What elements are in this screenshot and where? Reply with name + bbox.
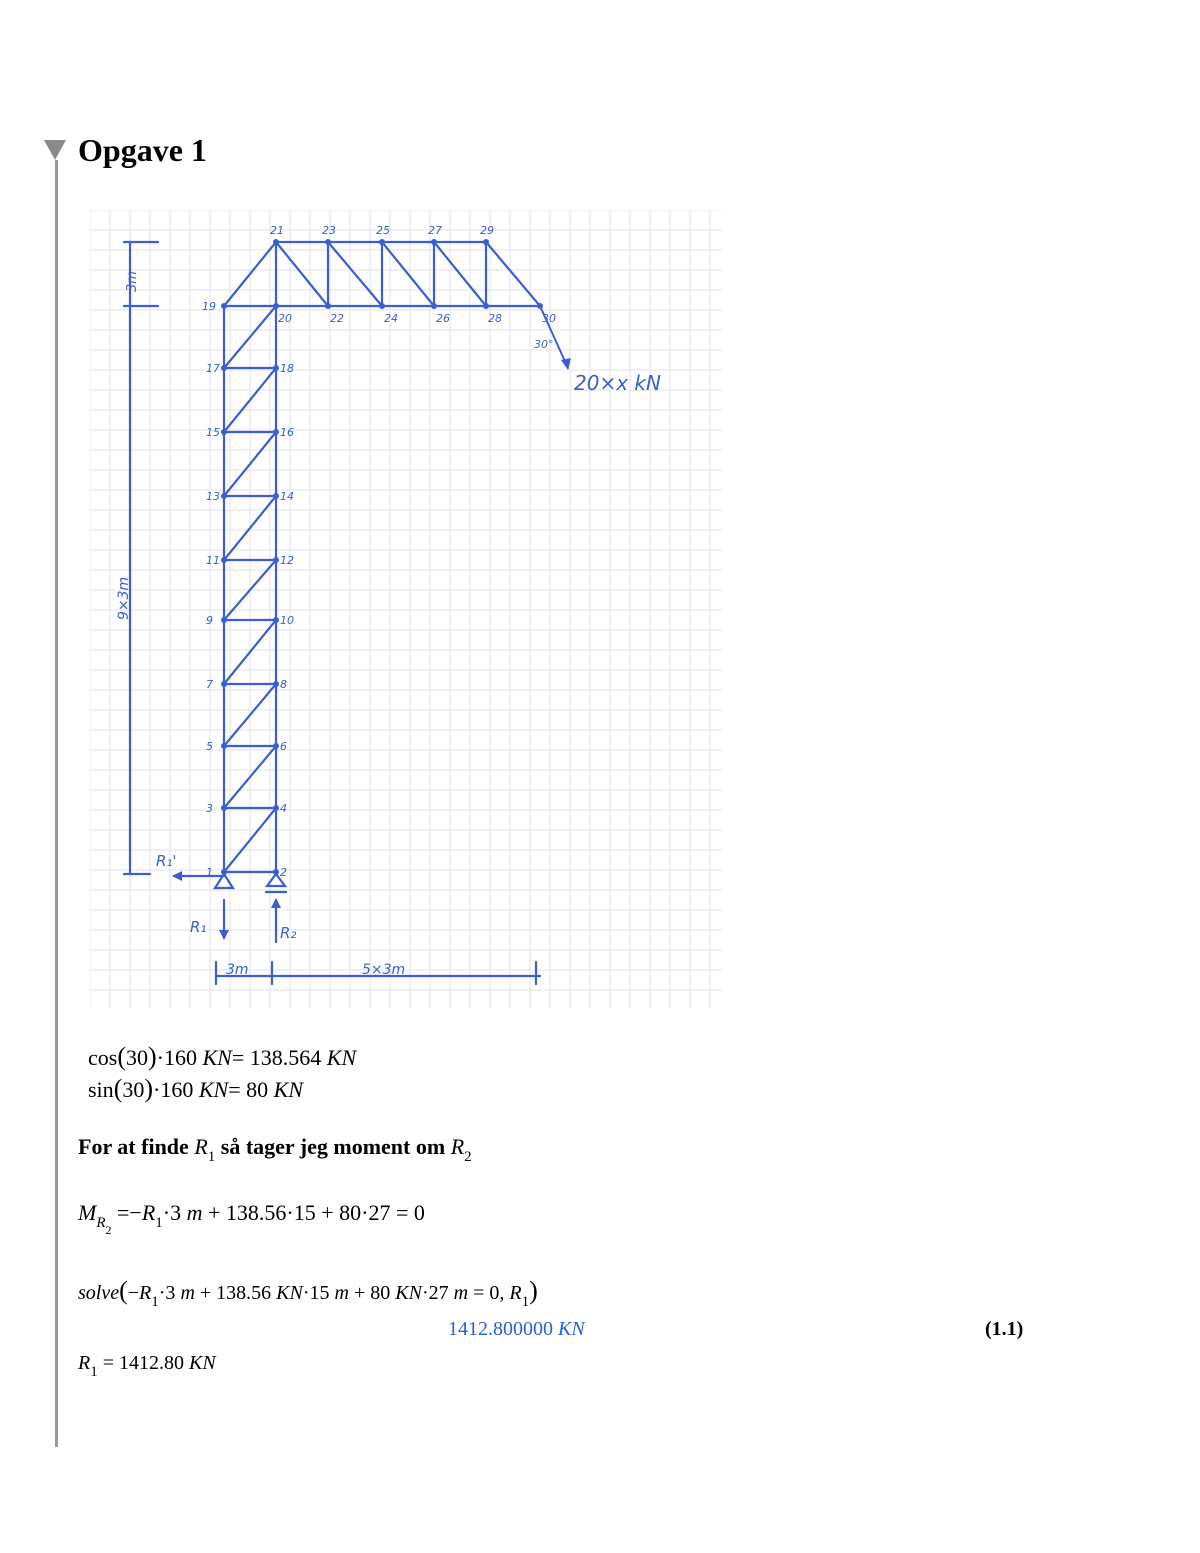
left-node — [221, 617, 227, 623]
top-node — [325, 239, 331, 245]
final-Rs: 1 — [90, 1364, 98, 1380]
left-node — [221, 805, 227, 811]
result-unit: KN — [558, 1318, 585, 1340]
node-label: 17 — [206, 362, 220, 375]
sin-unit: KN — [198, 1077, 229, 1102]
right-node — [273, 493, 279, 499]
solve-m2: m — [334, 1282, 349, 1304]
right-node — [273, 617, 279, 623]
node-label: 7 — [206, 678, 213, 691]
sin-factor: ·160 — [153, 1077, 194, 1102]
node-label: 13 — [206, 490, 220, 503]
right-node — [273, 743, 279, 749]
text-sub2: 2 — [464, 1149, 472, 1165]
solve-p5: ·27 — [421, 1282, 449, 1304]
mid-node — [537, 303, 543, 309]
node-label: 3 — [206, 802, 213, 815]
mid-node — [431, 303, 437, 309]
angle-label: 30° — [534, 338, 554, 351]
cos-unit2: KN — [326, 1045, 357, 1070]
solve-kn2: KN — [395, 1282, 422, 1304]
node-label: 20 — [278, 312, 292, 325]
equation-number: (1.1) — [985, 1318, 1024, 1340]
truss-diagonal — [328, 242, 382, 306]
left-node — [221, 743, 227, 749]
moment-Rsubsub: 2 — [105, 1223, 112, 1237]
dim-label-side: 9×3m — [116, 576, 132, 620]
node-label: 16 — [280, 426, 294, 439]
solve-m1: m — [180, 1282, 195, 1304]
node-label: 27 — [428, 224, 442, 237]
load-label: 20×x kN — [574, 371, 661, 395]
final-R: R — [78, 1352, 91, 1374]
solve-p3: ·15 — [302, 1282, 330, 1304]
left-node — [221, 429, 227, 435]
result-value: 1412.800000 — [448, 1318, 553, 1340]
moment-m: m — [186, 1200, 203, 1225]
final-eq: = 1412.80 — [102, 1352, 184, 1374]
moment-Rsub: R — [96, 1215, 106, 1231]
text-var: R — [194, 1134, 208, 1159]
solve-kn1: KN — [276, 1282, 303, 1304]
moment-R: R — [141, 1200, 156, 1225]
node-label: 14 — [280, 490, 294, 503]
solve-p6: = 0, — [473, 1282, 505, 1304]
node-label: 12 — [280, 554, 294, 567]
section-title: Opgave 1 — [78, 132, 207, 168]
text-mid: så tager jeg moment om — [220, 1134, 446, 1159]
solve-line: $solve(-R_1\cdot 3$ m + 138.56 KN·15 m + 80 KN·27 m = 0, $R_1$) — [78, 1276, 538, 1310]
moment-rest1: ·3 — [162, 1200, 182, 1225]
text-line — [78, 1134, 472, 1165]
solve-expr-a: − — [127, 1282, 140, 1304]
collapse-triangle-icon[interactable] — [44, 140, 66, 160]
truss-member — [486, 242, 540, 306]
node-label: 6 — [280, 740, 287, 753]
node-label: 5 — [206, 740, 213, 753]
right-node — [273, 429, 279, 435]
solve-p4: + 80 — [353, 1282, 391, 1304]
reaction-label: R₁' — [156, 852, 177, 870]
dim-label-bottom-left: 3m — [226, 962, 249, 978]
dim-label-bottom-right: 5×3m — [362, 962, 406, 978]
node-label: 28 — [488, 312, 502, 325]
node-label: 25 — [376, 224, 390, 237]
node-label: 10 — [280, 614, 294, 627]
solve-R2: R — [509, 1282, 522, 1304]
cos-line: cos(30)·160 KN= 138.564 KN — [88, 1042, 357, 1071]
solve-p2: + 138.56 — [199, 1282, 272, 1304]
right-node — [273, 805, 279, 811]
truss-diagonal — [276, 242, 328, 306]
node-label: 29 — [480, 224, 494, 237]
mid-node — [221, 303, 227, 309]
moment-eq: =− — [117, 1200, 142, 1225]
dim-label-top: 3m — [125, 271, 140, 292]
mid-node — [325, 303, 331, 309]
solve-result — [448, 1318, 585, 1341]
top-node — [431, 239, 437, 245]
top-node — [483, 239, 489, 245]
cos-result: = 138.564 — [231, 1045, 322, 1070]
reaction-r2-head — [271, 898, 281, 908]
moment-rest2: + 138.56·15 + 80·27 = 0 — [208, 1200, 425, 1225]
solve-Rs: 1 — [151, 1294, 159, 1310]
left-node — [221, 493, 227, 499]
cos-unit: KN — [202, 1045, 232, 1070]
solve-R: R — [139, 1282, 152, 1304]
sin-result: = 80 — [228, 1077, 269, 1102]
solve-p1: ·3 — [158, 1282, 176, 1304]
node-label: 11 — [206, 554, 220, 567]
moment-line — [78, 1200, 425, 1237]
cos-fn: cos — [88, 1045, 118, 1070]
truss-diagonal — [434, 242, 486, 306]
moment-M: M — [78, 1200, 97, 1225]
moment-Rs: 1 — [155, 1215, 163, 1231]
node-label: 8 — [280, 678, 287, 691]
left-node — [221, 557, 227, 563]
solve-m3: m — [453, 1282, 469, 1304]
node-label: 21 — [270, 224, 284, 237]
right-node — [273, 869, 279, 875]
truss-sketch — [90, 210, 722, 1008]
top-node — [273, 239, 279, 245]
reaction-label: R₂ — [280, 924, 297, 942]
right-node — [273, 365, 279, 371]
node-label: 4 — [280, 802, 287, 815]
node-label: 19 — [202, 300, 216, 313]
top-node — [379, 239, 385, 245]
mid-node — [379, 303, 385, 309]
sin-unit2: KN — [273, 1077, 303, 1102]
sin-fn: sin — [88, 1077, 114, 1102]
node-label: 30 — [542, 312, 556, 325]
mid-node — [273, 303, 279, 309]
right-node — [273, 557, 279, 563]
text-sub1: 1 — [207, 1149, 216, 1165]
text-before: For at finde — [78, 1134, 189, 1159]
node-label: 23 — [322, 224, 336, 237]
right-node — [273, 681, 279, 687]
section-bar — [55, 160, 58, 1447]
cos-factor: ·160 — [156, 1045, 197, 1070]
solve-fn: solve — [78, 1282, 120, 1304]
node-label: 26 — [436, 312, 450, 325]
solve-R2s: 1 — [521, 1294, 530, 1310]
node-label: 24 — [384, 312, 398, 325]
sin-line: sin(30)·160 KN= 80 KN — [88, 1074, 303, 1103]
node-label: 1 — [206, 866, 213, 879]
reaction-label: R₁ — [190, 918, 207, 936]
mid-node — [483, 303, 489, 309]
final-unit: KN — [189, 1352, 216, 1374]
cos-arg: 30 — [126, 1045, 148, 1070]
node-label: 18 — [280, 362, 294, 375]
text-var2: R — [450, 1134, 465, 1159]
node-label: 22 — [330, 312, 344, 325]
left-node — [221, 869, 227, 875]
sin-arg: 30 — [122, 1077, 145, 1102]
reaction-r1-head — [219, 930, 229, 940]
node-label: 15 — [206, 426, 220, 439]
left-node — [221, 681, 227, 687]
node-label: 9 — [206, 614, 213, 627]
final-line — [78, 1352, 216, 1380]
node-label: 2 — [280, 866, 287, 879]
reaction-r1-prime-head — [172, 871, 182, 881]
left-node — [221, 365, 227, 371]
